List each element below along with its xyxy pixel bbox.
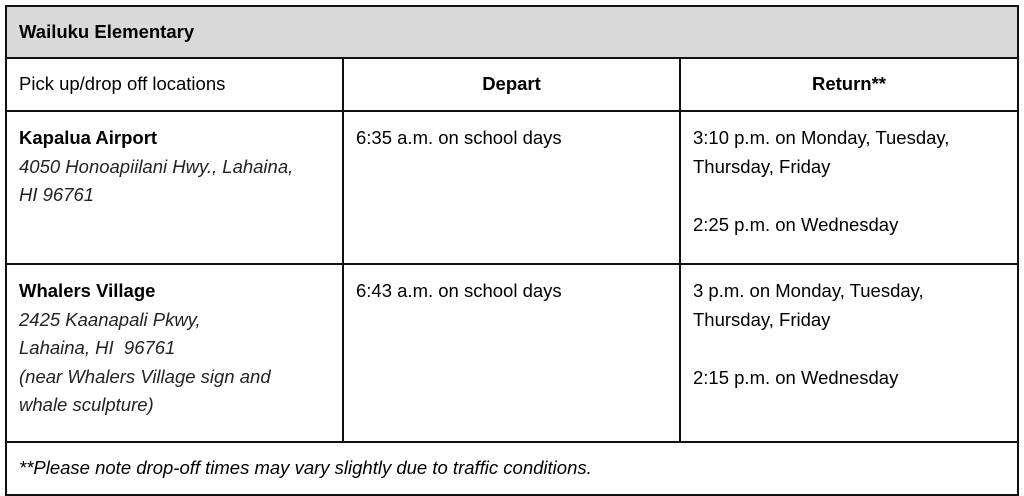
location-name: Whalers Village (19, 280, 156, 301)
footnote: **Please note drop-off times may vary slightly due to traffic conditions. (6, 442, 1018, 495)
spacer (693, 181, 1005, 211)
table-row (6, 264, 1018, 442)
bus-schedule-table (5, 5, 1019, 496)
spacer (693, 334, 1005, 364)
footnote-row (6, 442, 1018, 495)
column-header-row (6, 58, 1018, 111)
location-address-line: HI 96761 (19, 184, 95, 205)
return-cell (680, 111, 1018, 264)
table-title-row (6, 6, 1018, 58)
return-cell (680, 264, 1018, 442)
depart-cell: 6:43 a.m. on school days (343, 264, 680, 442)
return-weekdays: 3 p.m. on Monday, Tuesday, Thursday, Friday (693, 280, 924, 330)
location-address-line: 4050 Honoapiilani Hwy., Lahaina, (19, 155, 294, 177)
return-wednesday: 2:25 p.m. on Wednesday (693, 214, 899, 235)
column-header-locations: Pick up/drop off locations (6, 58, 343, 111)
location-address-line: 2425 Kaanapali Pkwy, (19, 308, 201, 330)
table-row (6, 111, 1018, 264)
location-address-line: (near Whalers Village sign and (19, 365, 271, 387)
location-cell (6, 264, 343, 442)
location-name: Kapalua Airport (19, 127, 158, 148)
column-header-depart: Depart (343, 58, 680, 111)
column-header-return: Return** (680, 58, 1018, 111)
return-weekdays: 3:10 p.m. on Monday, Tuesday, Thursday, Friday (693, 127, 950, 177)
location-cell (6, 111, 343, 264)
depart-cell: 6:35 a.m. on school days (343, 111, 680, 264)
school-title: Wailuku Elementary (6, 6, 1018, 58)
return-wednesday: 2:15 p.m. on Wednesday (693, 367, 899, 388)
location-address-line: whale sculpture) (19, 394, 154, 415)
location-address-line: Lahaina, HI 96761 (19, 337, 176, 358)
